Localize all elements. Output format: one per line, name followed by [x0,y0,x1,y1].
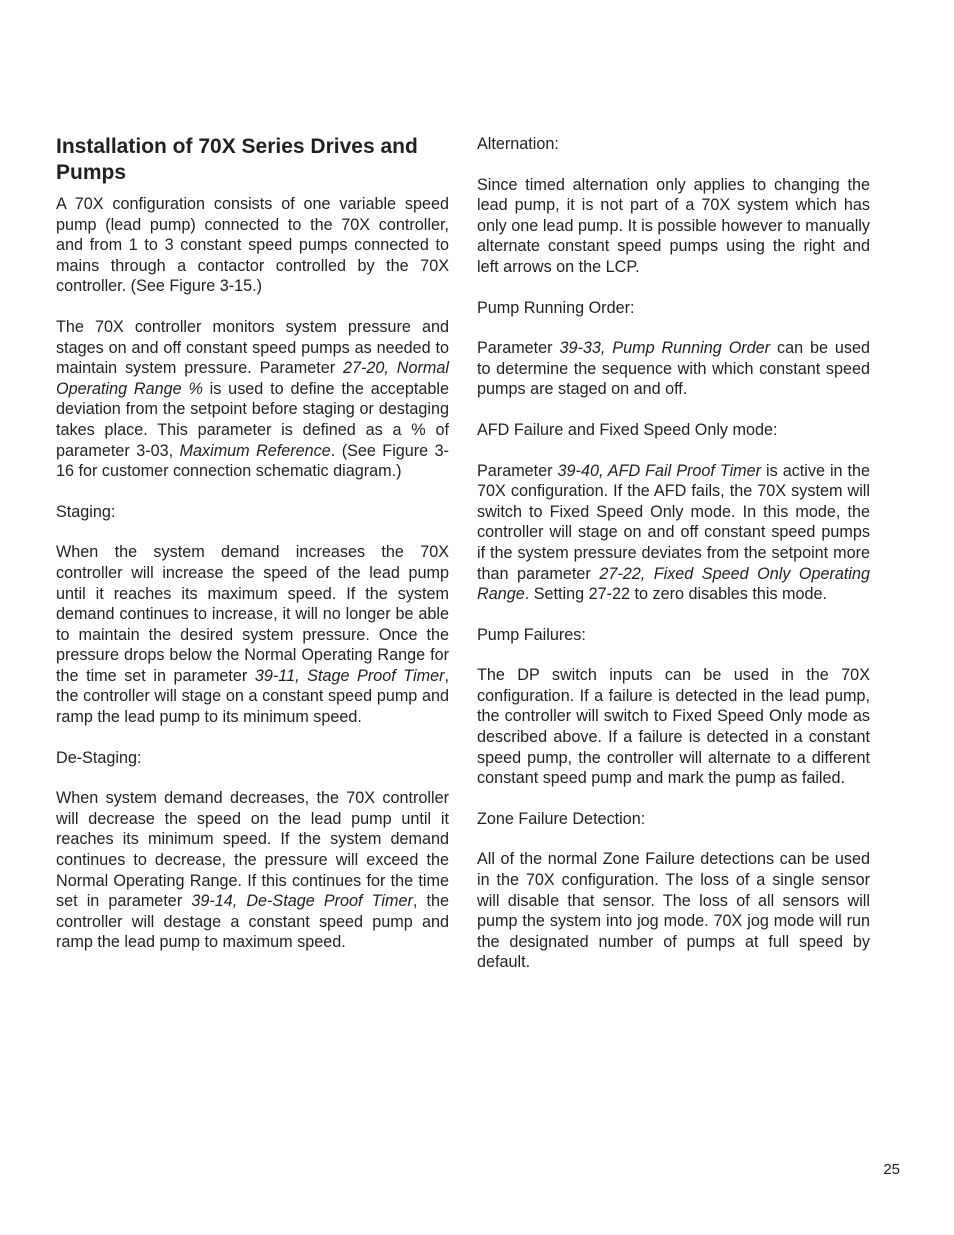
controller-paragraph: The 70X controller monitors system pressure and stages on and off constant speed pumps as needed to maintain system pressure. Parameter 27-20, Normal Operating Range % is used to define the acceptable deviation from the setpoint before staging or destaging takes place. This parameter is defined as a % of parameter 3-03, Maximum Reference. (See Figure 3-16 for customer connection schematic diagram.) [56,317,449,481]
alternation-paragraph: Since timed alternation only applies to changing the lead pump, it is not part of a 70X system which has only one lead pump. It is possible however to manually alternate constant speed pumps using the right and left arrows on the LCP. [477,175,870,276]
intro-paragraph: A 70X configuration consists of one variable speed pump (lead pump) connected to the 70X controller, and from 1 to 3 constant speed pumps connected to mains through a contactor controlled by the 70X controller. (See Figure 3-15.) [56,195,449,296]
destaging-paragraph: When system demand decreases, the 70X controller will decrease the speed on the lead pump until it reaches its minimum speed. If the system demand continues to decrease, the pressure will exceed the Normal Operating Range. If this continues for the time set in parameter 39-14, De-Stage Proof Timer, the controller will destage a constant speed pump and ramp the lead pump to maximum speed. [56,789,450,952]
page-number: 25 [883,1161,900,1178]
right-column [477,134,870,993]
pump-failures-paragraph: The DP switch inputs can be used in the 70X configuration. If a failure is detected in the lead pump, the controller will switch to Fixed Speed Only mode as described above. If a failure is detected in a constant speed pump, the controller will alternate to a different constant speed pump and mark the pump as failed. [477,666,870,788]
running-order-paragraph: Parameter 39-33, Pump Running Order can be used to determine the sequence with which constant speed pumps are staged on and off. [477,339,871,399]
staging-heading: Staging: [56,502,116,521]
pump-failures-heading: Pump Failures: [477,625,586,644]
zone-failure-heading: Zone Failure Detection: [477,809,646,828]
afd-failure-paragraph: Parameter 39-40, AFD Fail Proof Timer is active in the 70X configuration. If the AFD fails, the 70X system will switch to Fixed Speed Only mode. In this mode, the controller will stage on and off constant speed pumps if the system pressure deviates from the setpoint more than parameter 27-22, Fixed Speed Only Operating Range. Setting 27-22 to zero disables this mode. [477,461,871,604]
section-title: Installation of 70X Series Drives and Pumps [56,135,418,184]
afd-failure-heading: AFD Failure and Fixed Speed Only mode: [477,420,778,439]
zone-failure-paragraph: All of the normal Zone Failure detections can be used in the 70X configuration. The loss of a single sensor will disable that sensor. The loss of all sensors will pump the system into jog mode. 70X jog mode will run the designated number of pumps at full speed by default. [477,850,870,972]
left-column [56,134,449,973]
alternation-heading: Alternation: [477,135,559,153]
running-order-heading: Pump Running Order: [477,298,635,317]
destaging-heading: De-Staging: [56,748,142,767]
staging-paragraph: When the system demand increases the 70X controller will increase the speed of the lead pump until it reaches its maximum speed. If the system demand continues to increase, it will no longer be able to maintain the desired system pressure. Once the pressure drops below the Normal Operating Range for the time set in parameter 39-11, Stage Proof Timer, the controller will stage on a constant speed pump and ramp the lead pump to its minimum speed. [56,543,449,727]
